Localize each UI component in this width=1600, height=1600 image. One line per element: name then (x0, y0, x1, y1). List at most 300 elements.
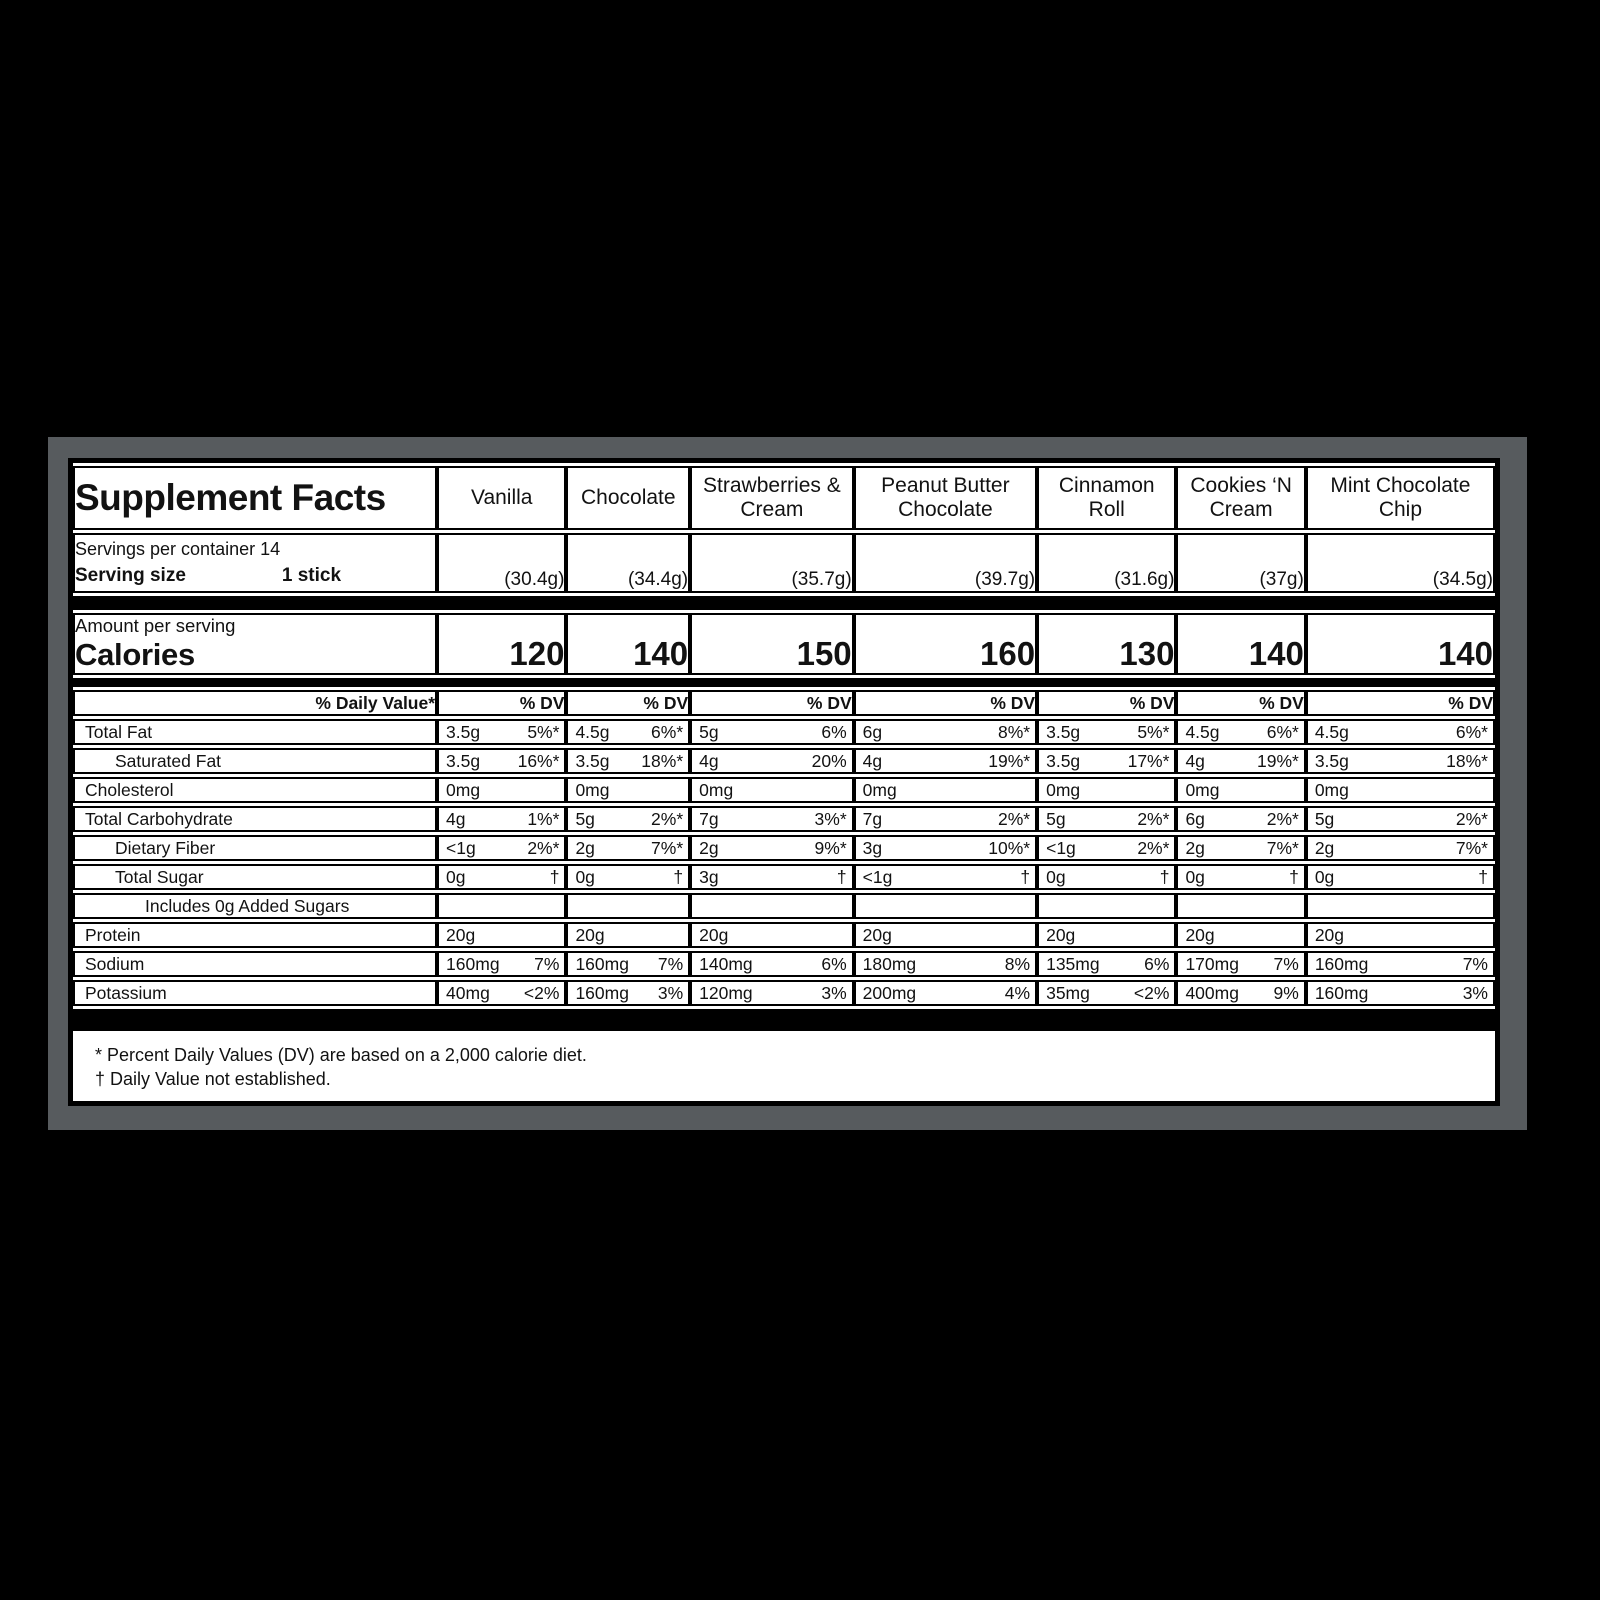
calories-value: 120 (437, 613, 566, 675)
nutrient-value-pair (692, 838, 852, 859)
footnote-dv-basis: * Percent Daily Values (DV) are based on a 2,000 calorie diet. (95, 1045, 587, 1065)
serving-weight: (34.5g) (1306, 533, 1495, 593)
nutrient-value (566, 719, 690, 745)
nutrient-value-pair (1178, 867, 1303, 888)
nutrient-daily-value: 18%* (1446, 750, 1488, 771)
nutrient-value-pair (439, 954, 564, 975)
nutrient-amount: 2g (575, 837, 595, 858)
nutrient-value-pair (1039, 722, 1174, 743)
nutrient-value (854, 748, 1037, 774)
nutrient-amount: 0mg (1185, 779, 1220, 800)
nutrient-label: Total Sugar (73, 864, 437, 890)
nutrient-daily-value: 2%* (997, 808, 1031, 829)
nutrient-value-pair (439, 780, 564, 801)
nutrient-daily-value: 18%* (641, 750, 684, 771)
nutrient-label: Saturated Fat (73, 748, 437, 774)
nutrient-value (854, 777, 1037, 803)
nutrient-value (437, 864, 566, 890)
nutrient-value-pair (856, 751, 1035, 772)
nutrient-daily-value: 2%* (651, 808, 684, 829)
nutrient-value-pair (1039, 925, 1174, 946)
nutrient-row (73, 951, 1495, 977)
calories-row (73, 613, 1495, 675)
dv-column-header: % DV (566, 690, 690, 716)
nutrient-value-pair (1178, 751, 1303, 772)
nutrient-amount: 20g (862, 924, 892, 945)
nutrient-label: Total Fat (73, 719, 437, 745)
nutrient-amount: 120mg (699, 982, 753, 1003)
nutrient-daily-value: 7% (534, 953, 560, 974)
calories-value: 140 (1306, 613, 1495, 675)
daily-value-header: % Daily Value* (73, 690, 437, 716)
calories-value: 150 (690, 613, 854, 675)
nutrient-daily-value: 4% (1004, 982, 1031, 1003)
nutrient-value (437, 951, 566, 977)
nutrient-value (690, 835, 854, 861)
nutrient-value (1176, 893, 1305, 919)
nutrient-value (566, 777, 690, 803)
nutrient-amount: 160mg (1314, 953, 1369, 974)
nutrient-value-pair (856, 925, 1035, 946)
nutrient-value (1176, 719, 1305, 745)
nutrient-value-pair (1178, 809, 1303, 830)
nutrient-amount: 4.5g (1185, 721, 1220, 742)
nutrient-value (437, 893, 566, 919)
nutrient-amount: 5g (575, 808, 595, 829)
nutrient-value-pair (1308, 809, 1493, 830)
nutrient-value (1306, 835, 1495, 861)
nutrient-amount: 7g (699, 808, 719, 829)
nutrient-daily-value: 6% (1144, 953, 1170, 974)
nutrient-daily-value: <2% (523, 982, 560, 1003)
nutrient-amount: 0mg (862, 779, 897, 800)
nutrient-value-pair (1178, 983, 1303, 1004)
nutrient-value (1037, 777, 1176, 803)
nutrient-daily-value: 16%* (517, 750, 560, 771)
nutrient-value (566, 806, 690, 832)
nutrient-value-pair (1178, 838, 1303, 859)
nutrient-amount: 20g (699, 924, 729, 945)
nutrient-value-pair (856, 838, 1035, 859)
supplement-facts-table (73, 463, 1495, 1034)
nutrient-value-pair (439, 722, 564, 743)
nutrient-value (1306, 806, 1495, 832)
serving-size-value: 1 stick (281, 565, 342, 586)
nutrient-daily-value: 10%* (988, 837, 1031, 858)
dv-column-header: % DV (1306, 690, 1495, 716)
nutrient-amount: 3g (862, 837, 883, 858)
nutrient-daily-value: <2% (1133, 982, 1170, 1003)
nutrient-amount: <1g (1046, 837, 1076, 858)
nutrient-daily-value: 1%* (527, 808, 560, 829)
nutrient-value (854, 951, 1037, 977)
nutrient-value (566, 951, 690, 977)
nutrient-value (1037, 893, 1176, 919)
nutrient-daily-value: 5%* (527, 721, 560, 742)
header-row (73, 466, 1495, 530)
nutrient-value (437, 922, 566, 948)
nutrient-daily-value: 6% (821, 953, 847, 974)
nutrient-amount: 0g (1185, 866, 1205, 887)
nutrient-value-pair (439, 983, 564, 1004)
separator-bar-row (73, 678, 1495, 687)
nutrient-daily-value: 19%* (988, 750, 1031, 771)
nutrient-value (566, 748, 690, 774)
nutrient-value (1306, 980, 1495, 1006)
nutrient-value (690, 806, 854, 832)
nutrient-amount: 140mg (699, 953, 753, 974)
nutrient-daily-value: 9% (1273, 982, 1299, 1003)
nutrient-daily-value: 7% (1273, 953, 1299, 974)
nutrient-amount: 180mg (862, 953, 917, 974)
nutrient-value (1306, 748, 1495, 774)
nutrient-amount: 4.5g (1314, 721, 1349, 742)
nutrient-value (690, 951, 854, 977)
nutrient-value-pair (568, 954, 688, 975)
nutrient-value (1037, 922, 1176, 948)
nutrient-value (437, 980, 566, 1006)
separator-bar-row (73, 1009, 1495, 1031)
nutrient-daily-value: 7%* (1266, 837, 1299, 858)
nutrient-value (690, 893, 854, 919)
nutrient-value-pair (439, 809, 564, 830)
nutrient-value-pair (692, 983, 852, 1004)
nutrient-row (73, 777, 1495, 803)
nutrient-value-pair (1039, 809, 1174, 830)
nutrient-amount: 20g (575, 924, 605, 945)
nutrient-label: Cholesterol (73, 777, 437, 803)
nutrient-value (566, 893, 690, 919)
nutrient-amount: 3.5g (1046, 750, 1081, 771)
flavor-header: Mint Chocolate Chip (1306, 466, 1495, 530)
nutrient-value-pair (439, 838, 564, 859)
nutrient-value-pair (692, 809, 852, 830)
nutrient-amount: 160mg (1314, 982, 1369, 1003)
serving-weight: (35.7g) (690, 533, 854, 593)
flavor-header: Strawberries & Cream (690, 466, 854, 530)
nutrient-value-pair (439, 925, 564, 946)
nutrient-value-pair (568, 867, 688, 888)
nutrient-amount: 6g (1185, 808, 1205, 829)
nutrient-daily-value: † (836, 866, 847, 887)
nutrient-label: Total Carbohydrate (73, 806, 437, 832)
nutrient-value-pair (856, 954, 1035, 975)
nutrient-value (1037, 951, 1176, 977)
nutrient-amount: 20g (1046, 924, 1076, 945)
nutrient-amount: 7g (862, 808, 883, 829)
nutrient-value (1176, 806, 1305, 832)
nutrient-value-pair (439, 751, 564, 772)
nutrient-value (854, 864, 1037, 890)
dv-column-header: % DV (1176, 690, 1305, 716)
nutrient-amount: 3.5g (446, 750, 481, 771)
nutrient-value-pair (1308, 838, 1493, 859)
nutrient-value (1306, 864, 1495, 890)
nutrient-value (854, 806, 1037, 832)
nutrient-amount: 400mg (1185, 982, 1239, 1003)
dv-column-header: % DV (690, 690, 854, 716)
flavor-header: Chocolate (566, 466, 690, 530)
nutrient-value-pair (856, 722, 1035, 743)
nutrient-amount: 0g (575, 866, 595, 887)
nutrient-amount: 40mg (446, 982, 490, 1003)
separator-bar (73, 1009, 1495, 1031)
nutrient-value-pair (692, 722, 852, 743)
nutrient-daily-value: 17%* (1127, 750, 1170, 771)
amount-per-serving-label: Amount per serving (75, 615, 236, 636)
nutrient-amount: 3g (699, 866, 719, 887)
serving-size-label: Serving size (75, 565, 186, 586)
nutrient-daily-value: † (673, 866, 684, 887)
nutrient-amount: 0mg (575, 779, 610, 800)
nutrient-daily-value: 7%* (651, 837, 684, 858)
nutrient-amount: 0mg (1314, 779, 1349, 800)
nutrient-daily-value: 5%* (1137, 721, 1170, 742)
nutrient-value-pair (568, 983, 688, 1004)
nutrient-value (1037, 864, 1176, 890)
flavor-header: Cinnamon Roll (1037, 466, 1176, 530)
nutrient-value (1306, 951, 1495, 977)
nutrient-value (1176, 777, 1305, 803)
nutrient-amount: 35mg (1046, 982, 1090, 1003)
nutrient-value-pair (1039, 838, 1174, 859)
nutrient-value-pair (568, 838, 688, 859)
nutrient-value (1037, 719, 1176, 745)
nutrient-amount: 160mg (575, 982, 629, 1003)
nutrient-row (73, 893, 1495, 919)
nutrient-value (1176, 748, 1305, 774)
calories-value: 140 (1176, 613, 1305, 675)
separator-bar (73, 678, 1495, 687)
nutrient-daily-value: 6%* (1455, 721, 1488, 742)
footnotes (73, 1034, 1495, 1101)
nutrient-value-pair (1039, 983, 1174, 1004)
dv-column-header: % DV (1037, 690, 1176, 716)
nutrient-value-pair (1308, 751, 1493, 772)
nutrient-value-pair (1308, 954, 1493, 975)
nutrient-amount: 3.5g (575, 750, 610, 771)
nutrient-amount: 4g (1185, 750, 1205, 771)
nutrient-daily-value: 20% (811, 750, 847, 771)
nutrient-value-pair (1039, 954, 1174, 975)
nutrient-daily-value: 3%* (814, 808, 847, 829)
nutrient-daily-value: 7% (1462, 953, 1488, 974)
nutrient-amount: 20g (1314, 924, 1345, 945)
nutrient-value (690, 922, 854, 948)
nutrient-amount: 170mg (1185, 953, 1239, 974)
nutrient-daily-value: † (549, 866, 560, 887)
dv-column-header: % DV (437, 690, 566, 716)
nutrient-value (690, 864, 854, 890)
nutrient-daily-value: † (1159, 866, 1170, 887)
nutrient-value (437, 777, 566, 803)
flavor-header: Vanilla (437, 466, 566, 530)
nutrient-value-pair (1039, 780, 1174, 801)
nutrient-value-pair (692, 780, 852, 801)
nutrient-daily-value: 3% (657, 982, 684, 1003)
nutrient-row (73, 719, 1495, 745)
nutrient-value (1306, 893, 1495, 919)
nutrient-value (566, 835, 690, 861)
nutrient-value (854, 893, 1037, 919)
nutrient-value (1176, 922, 1305, 948)
nutrient-value (1306, 922, 1495, 948)
nutrient-daily-value: 2%* (1137, 837, 1170, 858)
serving-weight: (34.4g) (566, 533, 690, 593)
nutrient-daily-value: 9%* (814, 837, 847, 858)
nutrient-daily-value: 6%* (1266, 721, 1299, 742)
nutrient-value (1176, 980, 1305, 1006)
nutrient-daily-value: 7% (657, 953, 684, 974)
nutrient-value-pair (856, 809, 1035, 830)
nutrient-amount: 160mg (575, 953, 629, 974)
servings-per-container: Servings per container 14 (75, 539, 281, 559)
nutrient-amount: <1g (446, 837, 476, 858)
nutrient-daily-value: 8% (1004, 953, 1031, 974)
nutrient-amount: 3.5g (446, 721, 481, 742)
nutrient-amount: 4g (446, 808, 466, 829)
nutrient-row (73, 806, 1495, 832)
nutrient-value (854, 719, 1037, 745)
nutrient-value-pair (692, 867, 852, 888)
nutrient-daily-value: 2%* (527, 837, 560, 858)
nutrient-daily-value: 3% (821, 982, 847, 1003)
nutrient-value (690, 748, 854, 774)
nutrient-value-pair (568, 925, 688, 946)
nutrient-amount: 200mg (862, 982, 917, 1003)
footnote-dv-not-established: † Daily Value not established. (95, 1069, 331, 1090)
nutrient-amount: 3.5g (1314, 750, 1349, 771)
daily-value-header-row (73, 690, 1495, 716)
nutrient-value-pair (1308, 867, 1493, 888)
serving-weight: (30.4g) (437, 533, 566, 593)
nutrient-value (1037, 806, 1176, 832)
nutrient-daily-value: 2%* (1455, 808, 1488, 829)
nutrient-value (690, 777, 854, 803)
nutrient-amount: 2g (1314, 837, 1335, 858)
nutrient-row (73, 980, 1495, 1006)
nutrient-value (854, 980, 1037, 1006)
separator-bar (73, 596, 1495, 610)
nutrient-value (1037, 980, 1176, 1006)
nutrient-amount: 5g (1314, 808, 1335, 829)
nutrient-amount: 0mg (1046, 779, 1081, 800)
nutrient-value (1176, 835, 1305, 861)
nutrient-daily-value: † (1478, 866, 1488, 887)
nutrient-amount: 0mg (699, 779, 734, 800)
nutrient-daily-value: † (1289, 866, 1299, 887)
nutrient-amount: 5g (699, 721, 719, 742)
nutrient-value-pair (568, 809, 688, 830)
nutrient-value (566, 864, 690, 890)
supplement-facts-panel (68, 458, 1500, 1106)
nutrient-value (1037, 748, 1176, 774)
nutrient-value (437, 719, 566, 745)
nutrient-label: Dietary Fiber (73, 835, 437, 861)
nutrient-value (1037, 835, 1176, 861)
nutrient-amount: 20g (1185, 924, 1215, 945)
nutrient-row (73, 922, 1495, 948)
nutrient-daily-value: 19%* (1256, 750, 1299, 771)
dv-column-header: % DV (854, 690, 1037, 716)
nutrient-value (1306, 719, 1495, 745)
nutrient-amount: 0g (446, 866, 466, 887)
nutrient-daily-value: 8%* (997, 721, 1031, 742)
nutrient-amount: 2g (699, 837, 719, 858)
nutrient-daily-value: † (1020, 866, 1031, 887)
serving-weight: (37g) (1176, 533, 1305, 593)
nutrient-daily-value: 7%* (1455, 837, 1488, 858)
flavor-header: Peanut Butter Chocolate (854, 466, 1037, 530)
serving-row (73, 533, 1495, 593)
serving-weight: (39.7g) (854, 533, 1037, 593)
label-frame (48, 437, 1527, 1130)
nutrient-value (437, 748, 566, 774)
nutrient-amount: 20g (446, 924, 476, 945)
nutrient-amount: 3.5g (1046, 721, 1081, 742)
nutrient-amount: 6g (862, 721, 883, 742)
nutrient-row (73, 748, 1495, 774)
serving-info (73, 533, 437, 593)
nutrient-value (690, 719, 854, 745)
nutrient-amount: 4.5g (575, 721, 610, 742)
nutrient-amount: 5g (1046, 808, 1066, 829)
nutrient-value-pair (1039, 867, 1174, 888)
nutrient-value (566, 922, 690, 948)
panel-title: Supplement Facts (73, 466, 437, 530)
nutrient-value (854, 922, 1037, 948)
nutrient-value-pair (1308, 780, 1493, 801)
nutrient-value (437, 806, 566, 832)
nutrient-daily-value: 6%* (651, 721, 684, 742)
nutrient-amount: <1g (862, 866, 893, 887)
nutrient-daily-value: 6% (821, 721, 847, 742)
nutrient-amount: 0g (1046, 866, 1066, 887)
nutrient-value-pair (568, 751, 688, 772)
nutrient-amount: 4g (862, 750, 883, 771)
nutrient-amount: 4g (699, 750, 719, 771)
serving-weight: (31.6g) (1037, 533, 1176, 593)
nutrient-daily-value: 2%* (1137, 808, 1170, 829)
serving-size-line (75, 565, 435, 587)
nutrient-value-pair (1308, 925, 1493, 946)
nutrient-value-pair (1178, 954, 1303, 975)
separator-bar-row (73, 596, 1495, 610)
nutrient-value-pair (1039, 751, 1174, 772)
nutrient-value (1176, 951, 1305, 977)
nutrient-value-pair (1308, 722, 1493, 743)
nutrient-value-pair (856, 983, 1035, 1004)
nutrient-value-pair (692, 925, 852, 946)
nutrient-value (1306, 777, 1495, 803)
nutrient-value-pair (568, 780, 688, 801)
nutrient-row (73, 835, 1495, 861)
flavor-header: Cookies ‘N Cream (1176, 466, 1305, 530)
calories-info (73, 613, 437, 675)
nutrient-value-pair (1178, 722, 1303, 743)
nutrient-row (73, 864, 1495, 890)
nutrient-value (854, 835, 1037, 861)
nutrient-amount: 2g (1185, 837, 1205, 858)
nutrient-label: Includes 0g Added Sugars (73, 893, 437, 919)
nutrient-value (437, 835, 566, 861)
nutrient-amount: 0g (1314, 866, 1335, 887)
calories-value: 160 (854, 613, 1037, 675)
nutrient-value (1176, 864, 1305, 890)
nutrient-label: Potassium (73, 980, 437, 1006)
calories-value: 140 (566, 613, 690, 675)
nutrient-value (690, 980, 854, 1006)
